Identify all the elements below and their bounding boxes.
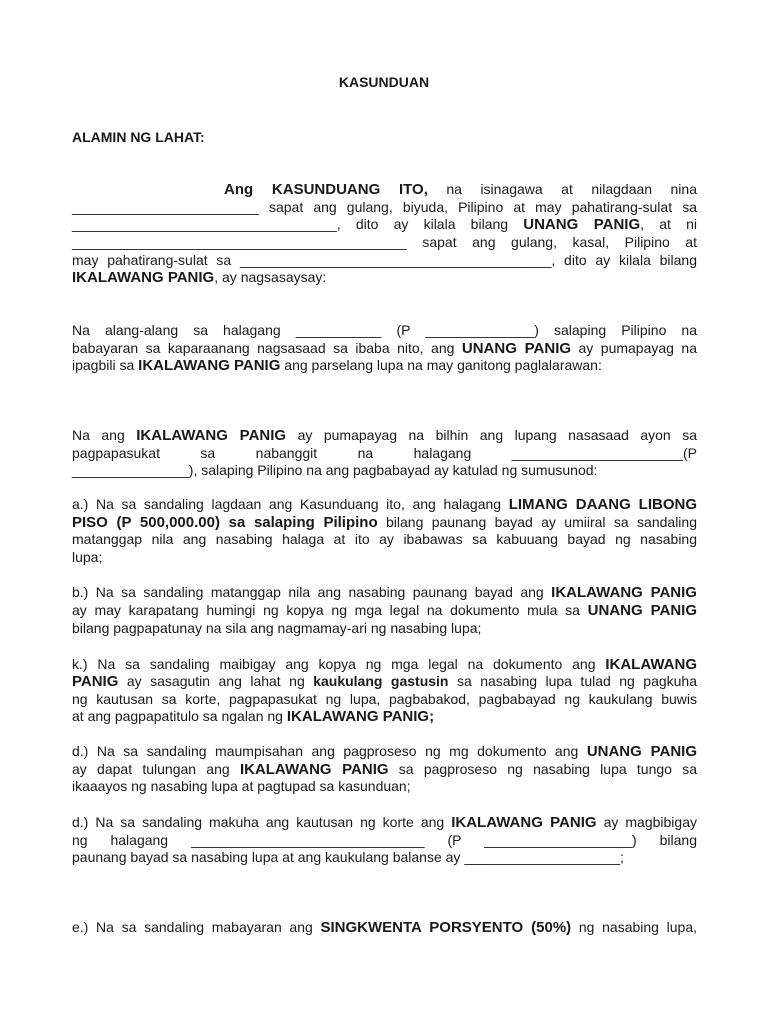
heading: ALAMIN NG LAHAT: xyxy=(72,129,205,145)
item-d1-line-3: ikaaayos ng nasabing lupa at pagtupad sa kasunduan; xyxy=(72,778,411,794)
para2-line-1: Na ang IKALAWANG PANIG ay pumapayag na bilhin ang lupang nasasaad ayon sa xyxy=(72,427,697,444)
item-b-line-2: ay may karapatang humingi ng kopya ng mga legal na dokumento mula sa UNANG PANIG xyxy=(72,602,698,619)
item-d2-line-2: ng halagang ______________________________ (P ___________________) bilang xyxy=(72,832,697,848)
intro-line-2: ________________________ sapat ang gulang, biyuda, Pilipino at may pahatirang-sulat sa xyxy=(72,199,697,215)
item-a-line-3: matanggap nila ang nasabing halaga at ito ay ibabawas sa kabuuang bayad ng nasabing xyxy=(72,531,697,547)
item-d1-line-1: d.) Na sa sandaling maumpisahan ang pagproseso ng mg dokumento ang UNANG PANIG xyxy=(72,743,698,760)
intro-line-4: ___________________________________________ sapat ang gulang, kasal, Pilipino at xyxy=(72,234,697,250)
intro-line-1: Ang KASUNDUANG ITO, na isinagawa at nilagdaan nina xyxy=(224,181,697,198)
item-a-line-4: lupa; xyxy=(72,549,103,565)
item-a-line-1: a.) Na sa sandaling lagdaan ang Kasunduang ito, ang halagang LIMANG DAANG LIBONG xyxy=(72,496,697,513)
item-d2-line-1: d.) Na sa sandaling makuha ang kautusan ng korte ang IKALAWANG PANIG ay magbibigay xyxy=(72,814,697,831)
item-k-line-4: at ang pagpapatitulo sa ngalan ng IKALAWANG PANIG; xyxy=(72,708,435,725)
item-e-line-1: e.) Na sa sandaling mabayaran ang SINGKWENTA PORSYENTO (50%) ng nasabing lupa, xyxy=(72,919,697,936)
item-a-line-2: PISO (P 500,000.00) sa salaping Pilipino bilang paunang bayad ay umiiral sa sandaling xyxy=(72,514,697,531)
para2-line-2: pagpapasukat sa nabanggit na halagang ______________________(P xyxy=(72,445,697,461)
para1-line-3: ipagbili sa IKALAWANG PANIG ang parselang lupa na may ganitong paglalarawan: xyxy=(72,357,602,374)
item-k-line-1: k.) Na sa sandaling maibigay ang kopya ng mga legal na dokumento ang IKALAWANG xyxy=(72,656,697,673)
item-b-line-1: b.) Na sa sandaling matanggap nila ang nasabing paunang bayad ang IKALAWANG PANIG xyxy=(72,584,697,601)
intro-line-3: __________________________________, dito ay kilala bilang UNANG PANIG, at ni xyxy=(72,216,697,233)
item-b-line-3: bilang pagpapatunay na sila ang nagmamay-ari ng nasabing lupa; xyxy=(72,620,482,636)
item-d1-line-2: ay dapat tulungan ang IKALAWANG PANIG sa pagproseso ng nasabing lupa tungo sa xyxy=(72,761,697,778)
intro-line-6: IKALAWANG PANIG, ay nagsasaysay: xyxy=(72,269,327,286)
intro-line-5: may pahatirang-sulat sa ________________________________________, dito ay kilala bilang xyxy=(72,252,697,268)
item-k-line-3: ng kautusan sa korte, pagpapasukat ng lupa, pagbabakod, pagbabayad ng kaukulang buwis xyxy=(72,691,697,707)
document-title: KASUNDUAN xyxy=(338,74,430,90)
para1-line-1: Na alang-alang sa halagang ___________ (P ______________) salaping Pilipino na xyxy=(72,322,697,338)
para2-line-3: _______________), salaping Pilipino na ang pagbabayad ay katulad ng sumusunod: xyxy=(72,462,598,478)
item-d2-line-3: paunang bayad sa nasabing lupa at ang kaukulang balanse ay ____________________; xyxy=(72,849,624,865)
item-k-line-2: PANIG ay sasagutin ang lahat ng kaukulang gastusin sa nasabing lupa tulad ng pagkuha xyxy=(72,673,697,690)
para1-line-2: babayaran sa kaparaanang nagsasaad sa ibaba nito, ang UNANG PANIG ay pumapayag na xyxy=(72,340,698,357)
